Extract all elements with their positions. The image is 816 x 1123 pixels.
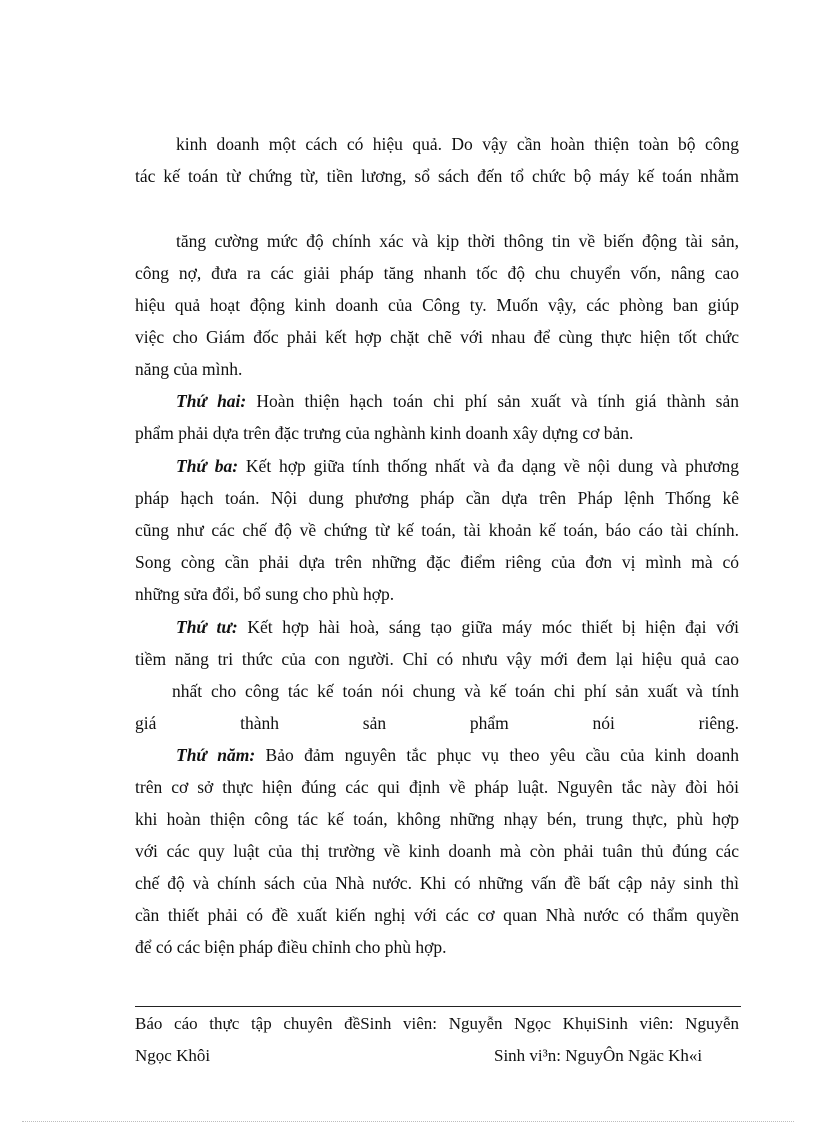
body-line: pháp hạch toán. Nội dung phương pháp cần dựa trên Pháp lệnh Thống kê (135, 488, 739, 508)
body-line: với các quy luật của thị trường về kinh doanh mà còn phải tuân thủ đúng các (135, 841, 739, 861)
section-fifth-first-line: Thứ năm: Bảo đảm nguyên tắc phục vụ theo yêu cầu của kinh doanh (176, 745, 739, 765)
footer-rule (135, 1006, 741, 1007)
body-line: trên cơ sở thực hiện đúng các qui định về pháp luật. Nguyên tắc này đòi hỏi (135, 777, 739, 797)
body-line: những sửa đổi, bổ sung cho phù hợp. (135, 584, 395, 604)
body-line: việc cho Giám đốc phải kết hợp chặt chẽ với nhau để cùng thực hiện tốt chức (135, 327, 739, 347)
body-line: cũng như các chế độ về chứng từ kế toán, tài khoản kế toán, báo cáo tài chính. (135, 520, 739, 540)
body-line: nhất cho công tác kế toán nói chung và kế toán chi phí sản xuất và tính (172, 681, 739, 701)
body-line: giá thành sản phẩm nói riêng. (135, 713, 739, 733)
body-line: công nợ, đưa ra các giải pháp tăng nhanh tốc độ chu chuyển vốn, nâng cao (135, 263, 739, 283)
footer-line-2-left: Ngọc Khôi (135, 1046, 211, 1065)
footer-line-2-right: Sinh vi³n: NguyÔn Ngäc Kh«i (494, 1046, 703, 1065)
section-fourth-first-line: Thứ tư: Kết hợp hài hoà, sáng tạo giữa máy móc thiết bị hiện đại với (176, 617, 739, 637)
body-line: hiệu quả hoạt động kinh doanh của Công ty. Muốn vậy, các phòng ban giúp (135, 295, 739, 315)
body-line: tăng cường mức độ chính xác và kịp thời thông tin về biến động tài sản, (176, 231, 739, 251)
page-edge-dotted-line (22, 1121, 794, 1122)
body-line: tác kế toán từ chứng từ, tiền lương, sổ sách đến tổ chức bộ máy kế toán nhằm (135, 166, 739, 186)
body-line: năng của mình. (135, 359, 243, 379)
section-label: Thứ ba: (176, 456, 239, 476)
body-line: để có các biện pháp điều chỉnh cho phù hợp. (135, 937, 447, 957)
footer-line-1: Báo cáo thực tập chuyên đềSinh viên: Nguyễn Ngọc KhụiSinh viên: Nguyễn (135, 1014, 739, 1033)
section-third-first-line: Thứ ba: Kết hợp giữa tính thống nhất và đa dạng về nội dung và phương (176, 456, 739, 476)
section-label: Thứ hai: (176, 391, 247, 411)
section-second-first-line: Thứ hai: Hoàn thiện hạch toán chi phí sản xuất và tính giá thành sản (176, 391, 739, 411)
section-label: Thứ năm: (176, 745, 256, 765)
body-line: phẩm phải dựa trên đặc trưng của nghành kinh doanh xây dựng cơ bản. (135, 423, 634, 443)
body-line: kinh doanh một cách có hiệu quả. Do vậy cần hoàn thiện toàn bộ công (176, 134, 739, 154)
body-line: cần thiết phải có đề xuất kiến nghị với các cơ quan Nhà nước có thẩm quyền (135, 905, 739, 925)
body-line: khi hoàn thiện công tác kế toán, không những nhạy bén, trung thực, phù hợp (135, 809, 739, 829)
section-label: Thứ tư: (176, 617, 238, 637)
body-line: chế độ và chính sách của Nhà nước. Khi có những vấn đề bất cập nảy sinh thì (135, 873, 739, 893)
body-line: tiềm năng tri thức của con người. Chỉ có nhưu vậy mới đem lại hiệu quả cao (135, 649, 739, 669)
body-line: Song còng cần phải dựa trên những đặc điểm riêng của đơn vị mình mà có (135, 552, 739, 572)
